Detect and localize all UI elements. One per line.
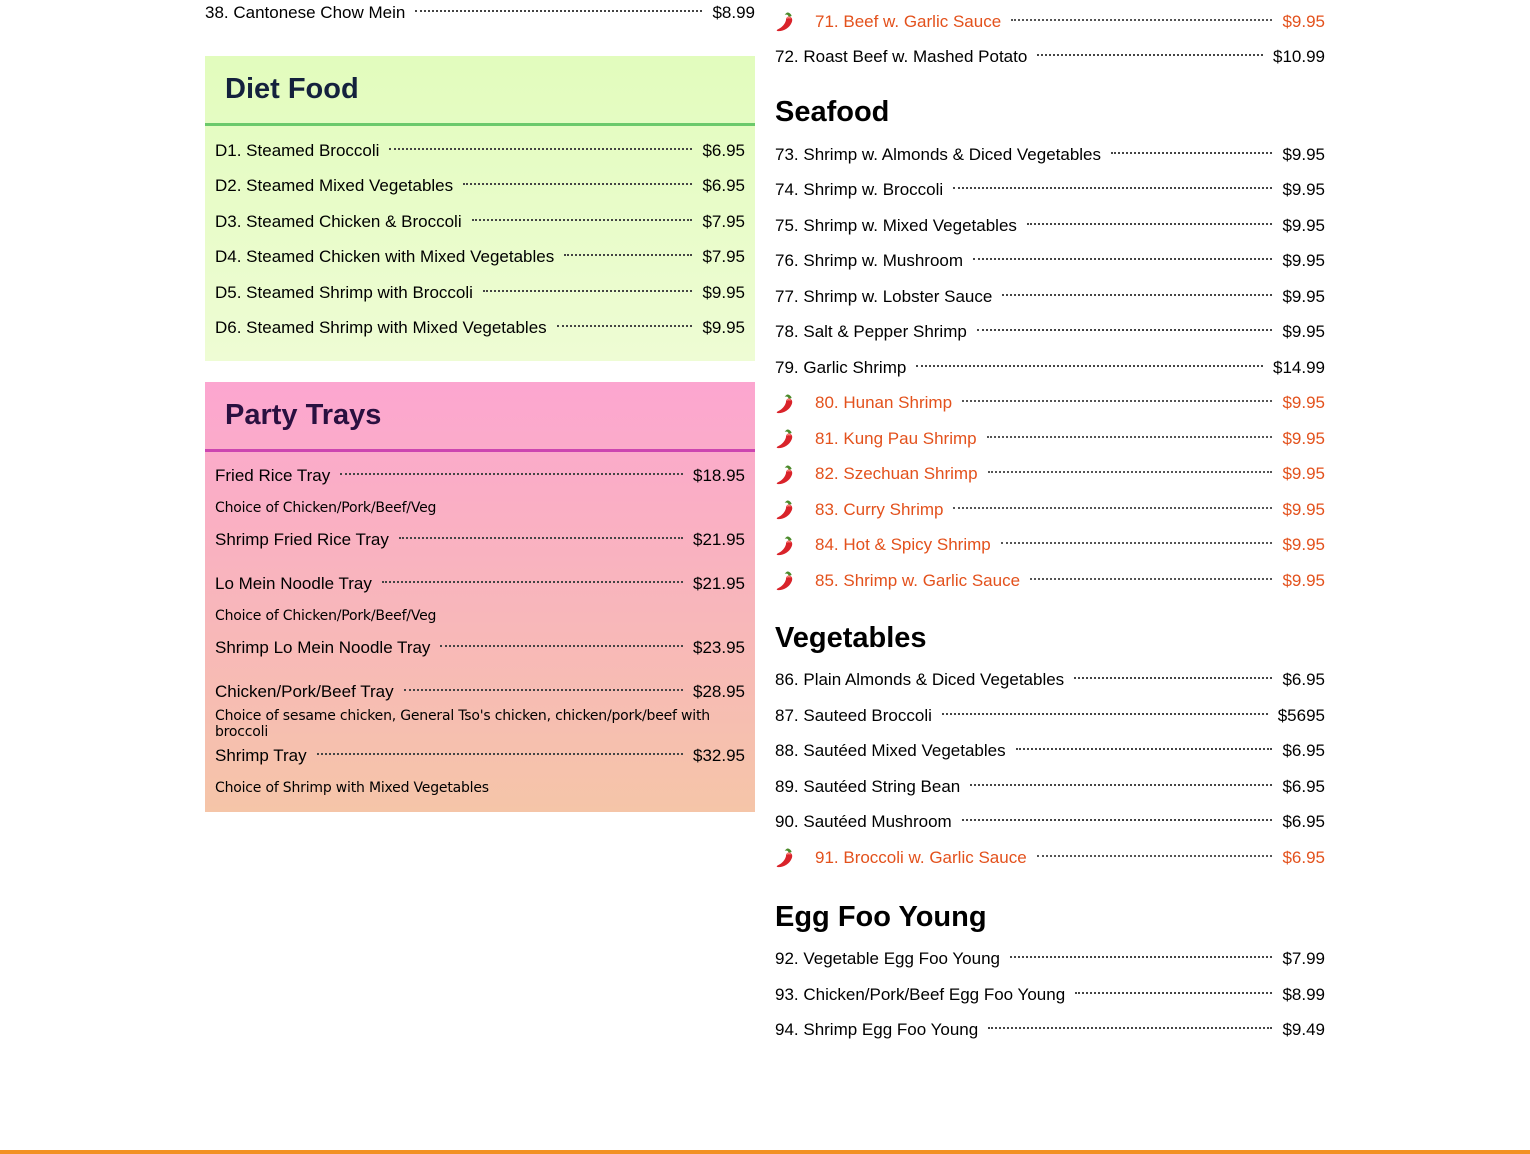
dot-leader bbox=[942, 713, 1268, 715]
dot-leader bbox=[1037, 54, 1263, 56]
item-price: $28.95 bbox=[693, 682, 745, 701]
menu-item bbox=[775, 492, 1325, 528]
spacer bbox=[215, 557, 745, 567]
menu-item bbox=[775, 942, 1325, 978]
section-title: Diet Food bbox=[225, 73, 359, 105]
menu-item bbox=[775, 350, 1325, 386]
dot-leader bbox=[472, 219, 693, 221]
chili-pepper-icon bbox=[775, 499, 797, 521]
menu-item bbox=[215, 133, 745, 169]
item-price: $21.95 bbox=[693, 574, 745, 593]
item-label: 94. Shrimp Egg Foo Young bbox=[775, 1020, 979, 1040]
item-label: 93. Chicken/Pork/Beef Egg Foo Young bbox=[775, 984, 1066, 1004]
item-price: $6.95 bbox=[1282, 741, 1325, 761]
diet-food-list bbox=[205, 126, 755, 346]
dot-leader bbox=[557, 325, 693, 327]
dot-leader bbox=[415, 10, 702, 12]
item-price: $7.95 bbox=[702, 247, 745, 267]
menu-item bbox=[775, 528, 1325, 564]
item-label: 72. Roast Beef w. Mashed Potato bbox=[775, 47, 1028, 67]
left-column bbox=[205, 0, 755, 796]
item-label: 85. Shrimp w. Garlic Sauce bbox=[815, 570, 1021, 590]
item-price: $10.99 bbox=[1273, 47, 1325, 67]
egg-foo-young-list bbox=[775, 942, 1325, 1049]
chili-pepper-icon bbox=[775, 570, 797, 592]
dot-leader bbox=[1075, 992, 1272, 994]
menu-item bbox=[775, 563, 1325, 599]
dot-leader bbox=[1037, 855, 1273, 857]
dot-leader bbox=[399, 537, 683, 539]
menu-item bbox=[775, 315, 1325, 351]
item-price: $9.95 bbox=[1282, 322, 1325, 342]
item-price: $14.99 bbox=[1273, 357, 1325, 377]
menu-item bbox=[215, 169, 745, 205]
item-label: 90. Sautéed Mushroom bbox=[775, 812, 952, 832]
dot-leader bbox=[1074, 677, 1272, 679]
party-trays-section bbox=[205, 382, 755, 812]
dot-leader bbox=[564, 254, 692, 256]
item-label: 77. Shrimp w. Lobster Sauce bbox=[775, 286, 993, 306]
menu-item bbox=[775, 279, 1325, 315]
chili-pepper-icon bbox=[775, 11, 797, 33]
item-price: $6.95 bbox=[1282, 670, 1325, 690]
menu-item bbox=[775, 173, 1325, 209]
item-label: Chicken/Pork/Beef Tray bbox=[215, 682, 394, 701]
item-price: $9.95 bbox=[1282, 570, 1325, 590]
item-price: $6.95 bbox=[702, 140, 745, 160]
item-price: $9.95 bbox=[1282, 215, 1325, 235]
item-label: Shrimp Lo Mein Noodle Tray bbox=[215, 638, 431, 657]
dot-leader bbox=[970, 784, 1272, 786]
dot-leader bbox=[1030, 578, 1272, 580]
spacer bbox=[215, 665, 745, 675]
chili-pepper-icon bbox=[775, 847, 797, 869]
item-price: $9.95 bbox=[702, 282, 745, 302]
dot-leader bbox=[382, 581, 683, 583]
item-label: 71. Beef w. Garlic Sauce bbox=[815, 11, 1002, 31]
item-price: $9.95 bbox=[1282, 180, 1325, 200]
dot-leader bbox=[988, 1027, 1272, 1029]
menu-item bbox=[215, 567, 745, 601]
section-title: Party Trays bbox=[225, 399, 382, 431]
dot-leader bbox=[389, 148, 692, 150]
item-note: Choice of Chicken/Pork/Beef/Veg bbox=[215, 608, 437, 624]
party-trays-header bbox=[205, 382, 755, 452]
dot-leader bbox=[317, 753, 683, 755]
menu-item bbox=[775, 137, 1325, 173]
item-price: $9.95 bbox=[1282, 144, 1325, 164]
item-label: 89. Sautéed String Bean bbox=[775, 776, 961, 796]
diet-food-header bbox=[205, 56, 755, 126]
item-price: $9.49 bbox=[1282, 1020, 1325, 1040]
dot-leader bbox=[1016, 748, 1273, 750]
item-price: $9.95 bbox=[1282, 251, 1325, 271]
menu-item bbox=[775, 40, 1325, 76]
dot-leader bbox=[1027, 223, 1273, 225]
item-label: Fried Rice Tray bbox=[215, 466, 331, 485]
dot-leader bbox=[404, 689, 683, 691]
menu-item bbox=[775, 663, 1325, 699]
item-label: 84. Hot & Spicy Shrimp bbox=[815, 535, 991, 555]
seafood-list bbox=[775, 137, 1325, 599]
menu-item bbox=[215, 739, 745, 773]
dot-leader bbox=[483, 290, 693, 292]
item-price: $9.95 bbox=[1282, 428, 1325, 448]
menu-item bbox=[215, 675, 745, 709]
item-note: Choice of Chicken/Pork/Beef/Veg bbox=[215, 500, 437, 516]
item-price: $6.95 bbox=[702, 176, 745, 196]
menu-item bbox=[775, 805, 1325, 841]
right-column bbox=[775, 0, 1325, 1048]
chili-pepper-icon bbox=[775, 464, 797, 486]
menu-item bbox=[215, 275, 745, 311]
item-price: $21.95 bbox=[693, 530, 745, 549]
party-trays-list bbox=[205, 452, 755, 803]
item-label: 75. Shrimp w. Mixed Vegetables bbox=[775, 215, 1017, 235]
dot-leader bbox=[916, 365, 1263, 367]
menu-item bbox=[775, 977, 1325, 1013]
item-price: $9.95 bbox=[1282, 286, 1325, 306]
menu-item bbox=[215, 240, 745, 276]
menu-item bbox=[775, 4, 1325, 40]
item-label: 86. Plain Almonds & Diced Vegetables bbox=[775, 670, 1065, 690]
dot-leader bbox=[463, 183, 692, 185]
menu-item bbox=[775, 244, 1325, 280]
item-label: 38. Cantonese Chow Mein bbox=[205, 2, 406, 22]
item-price: $9.95 bbox=[1282, 393, 1325, 413]
item-price: $6.95 bbox=[1282, 812, 1325, 832]
bottom-accent-bar bbox=[0, 1150, 1530, 1154]
dot-leader bbox=[953, 507, 1272, 509]
item-label: 74. Shrimp w. Broccoli bbox=[775, 180, 944, 200]
section-title-seafood: Seafood bbox=[775, 96, 890, 128]
menu-item bbox=[215, 459, 745, 493]
section-title-egg-foo-young: Egg Foo Young bbox=[775, 900, 987, 933]
item-price: $32.95 bbox=[693, 746, 745, 765]
item-label: D4. Steamed Chicken with Mixed Vegetables bbox=[215, 247, 555, 267]
right-top-list bbox=[775, 4, 1325, 75]
menu-item bbox=[775, 208, 1325, 244]
item-price: $8.99 bbox=[1282, 984, 1325, 1004]
item-label: 82. Szechuan Shrimp bbox=[815, 464, 978, 484]
item-price: $9.95 bbox=[702, 318, 745, 338]
item-label: 73. Shrimp w. Almonds & Diced Vegetables bbox=[775, 144, 1102, 164]
item-price: $9.95 bbox=[1282, 535, 1325, 555]
menu-item bbox=[205, 0, 755, 25]
item-label: 81. Kung Pau Shrimp bbox=[815, 428, 977, 448]
menu-item bbox=[775, 734, 1325, 770]
menu-item bbox=[775, 698, 1325, 734]
item-label: 91. Broccoli w. Garlic Sauce bbox=[815, 847, 1027, 867]
item-price: $9.95 bbox=[1282, 499, 1325, 519]
item-label: Shrimp Tray bbox=[215, 746, 307, 765]
item-label: D2. Steamed Mixed Vegetables bbox=[215, 176, 454, 196]
item-label: 78. Salt & Pepper Shrimp bbox=[775, 322, 967, 342]
vegetables-list bbox=[775, 663, 1325, 876]
menu-item bbox=[215, 204, 745, 240]
item-price: $9.95 bbox=[1282, 464, 1325, 484]
dot-leader bbox=[953, 187, 1272, 189]
menu-item bbox=[775, 769, 1325, 805]
item-label: D1. Steamed Broccoli bbox=[215, 140, 380, 160]
dot-leader bbox=[440, 645, 683, 647]
chili-pepper-icon bbox=[775, 428, 797, 450]
dot-leader bbox=[1010, 956, 1272, 958]
item-price: $7.99 bbox=[1282, 949, 1325, 969]
dot-leader bbox=[988, 471, 1273, 473]
item-label: Shrimp Fried Rice Tray bbox=[215, 530, 389, 549]
menu-item bbox=[775, 840, 1325, 876]
menu-item bbox=[215, 523, 745, 557]
item-price: $7.95 bbox=[702, 211, 745, 231]
item-price: $9.95 bbox=[1282, 11, 1325, 31]
menu-item bbox=[775, 1013, 1325, 1049]
item-label: 79. Garlic Shrimp bbox=[775, 357, 907, 377]
item-label: 80. Hunan Shrimp bbox=[815, 393, 953, 413]
menu-item bbox=[775, 386, 1325, 422]
dot-leader bbox=[987, 436, 1273, 438]
item-label: D3. Steamed Chicken & Broccoli bbox=[215, 211, 462, 231]
dot-leader bbox=[973, 258, 1272, 260]
item-price: $18.95 bbox=[693, 466, 745, 485]
item-price: $6.95 bbox=[1282, 776, 1325, 796]
dot-leader bbox=[340, 473, 683, 475]
item-price: $5695 bbox=[1277, 705, 1325, 725]
dot-leader bbox=[1001, 542, 1273, 544]
section-title-vegetables: Vegetables bbox=[775, 621, 927, 654]
item-label: 92. Vegetable Egg Foo Young bbox=[775, 949, 1000, 969]
dot-leader bbox=[962, 819, 1273, 821]
item-label: 88. Sautéed Mixed Vegetables bbox=[775, 741, 1006, 761]
menu-item bbox=[775, 457, 1325, 493]
diet-food-section bbox=[205, 56, 755, 361]
item-price: $23.95 bbox=[693, 638, 745, 657]
dot-leader bbox=[1011, 19, 1272, 21]
item-label: 87. Sauteed Broccoli bbox=[775, 705, 932, 725]
dot-leader bbox=[1002, 294, 1272, 296]
chili-pepper-icon bbox=[775, 393, 797, 415]
item-price: $8.99 bbox=[712, 2, 755, 22]
item-note: Choice of sesame chicken, General Tso's chicken, chicken/pork/beef with broccoli bbox=[215, 708, 710, 740]
item-label: D5. Steamed Shrimp with Broccoli bbox=[215, 282, 473, 302]
item-label: 76. Shrimp w. Mushroom bbox=[775, 251, 964, 271]
item-note: Choice of Shrimp with Mixed Vegetables bbox=[215, 780, 489, 796]
menu-item bbox=[775, 421, 1325, 457]
menu-item bbox=[215, 311, 745, 347]
menu-item bbox=[215, 631, 745, 665]
chili-pepper-icon bbox=[775, 535, 797, 557]
item-label: Lo Mein Noodle Tray bbox=[215, 574, 372, 593]
dot-leader bbox=[977, 329, 1273, 331]
item-price: $6.95 bbox=[1282, 847, 1325, 867]
dot-leader bbox=[962, 400, 1272, 402]
item-label: 83. Curry Shrimp bbox=[815, 499, 944, 519]
dot-leader bbox=[1111, 152, 1272, 154]
item-label: D6. Steamed Shrimp with Mixed Vegetables bbox=[215, 318, 547, 338]
